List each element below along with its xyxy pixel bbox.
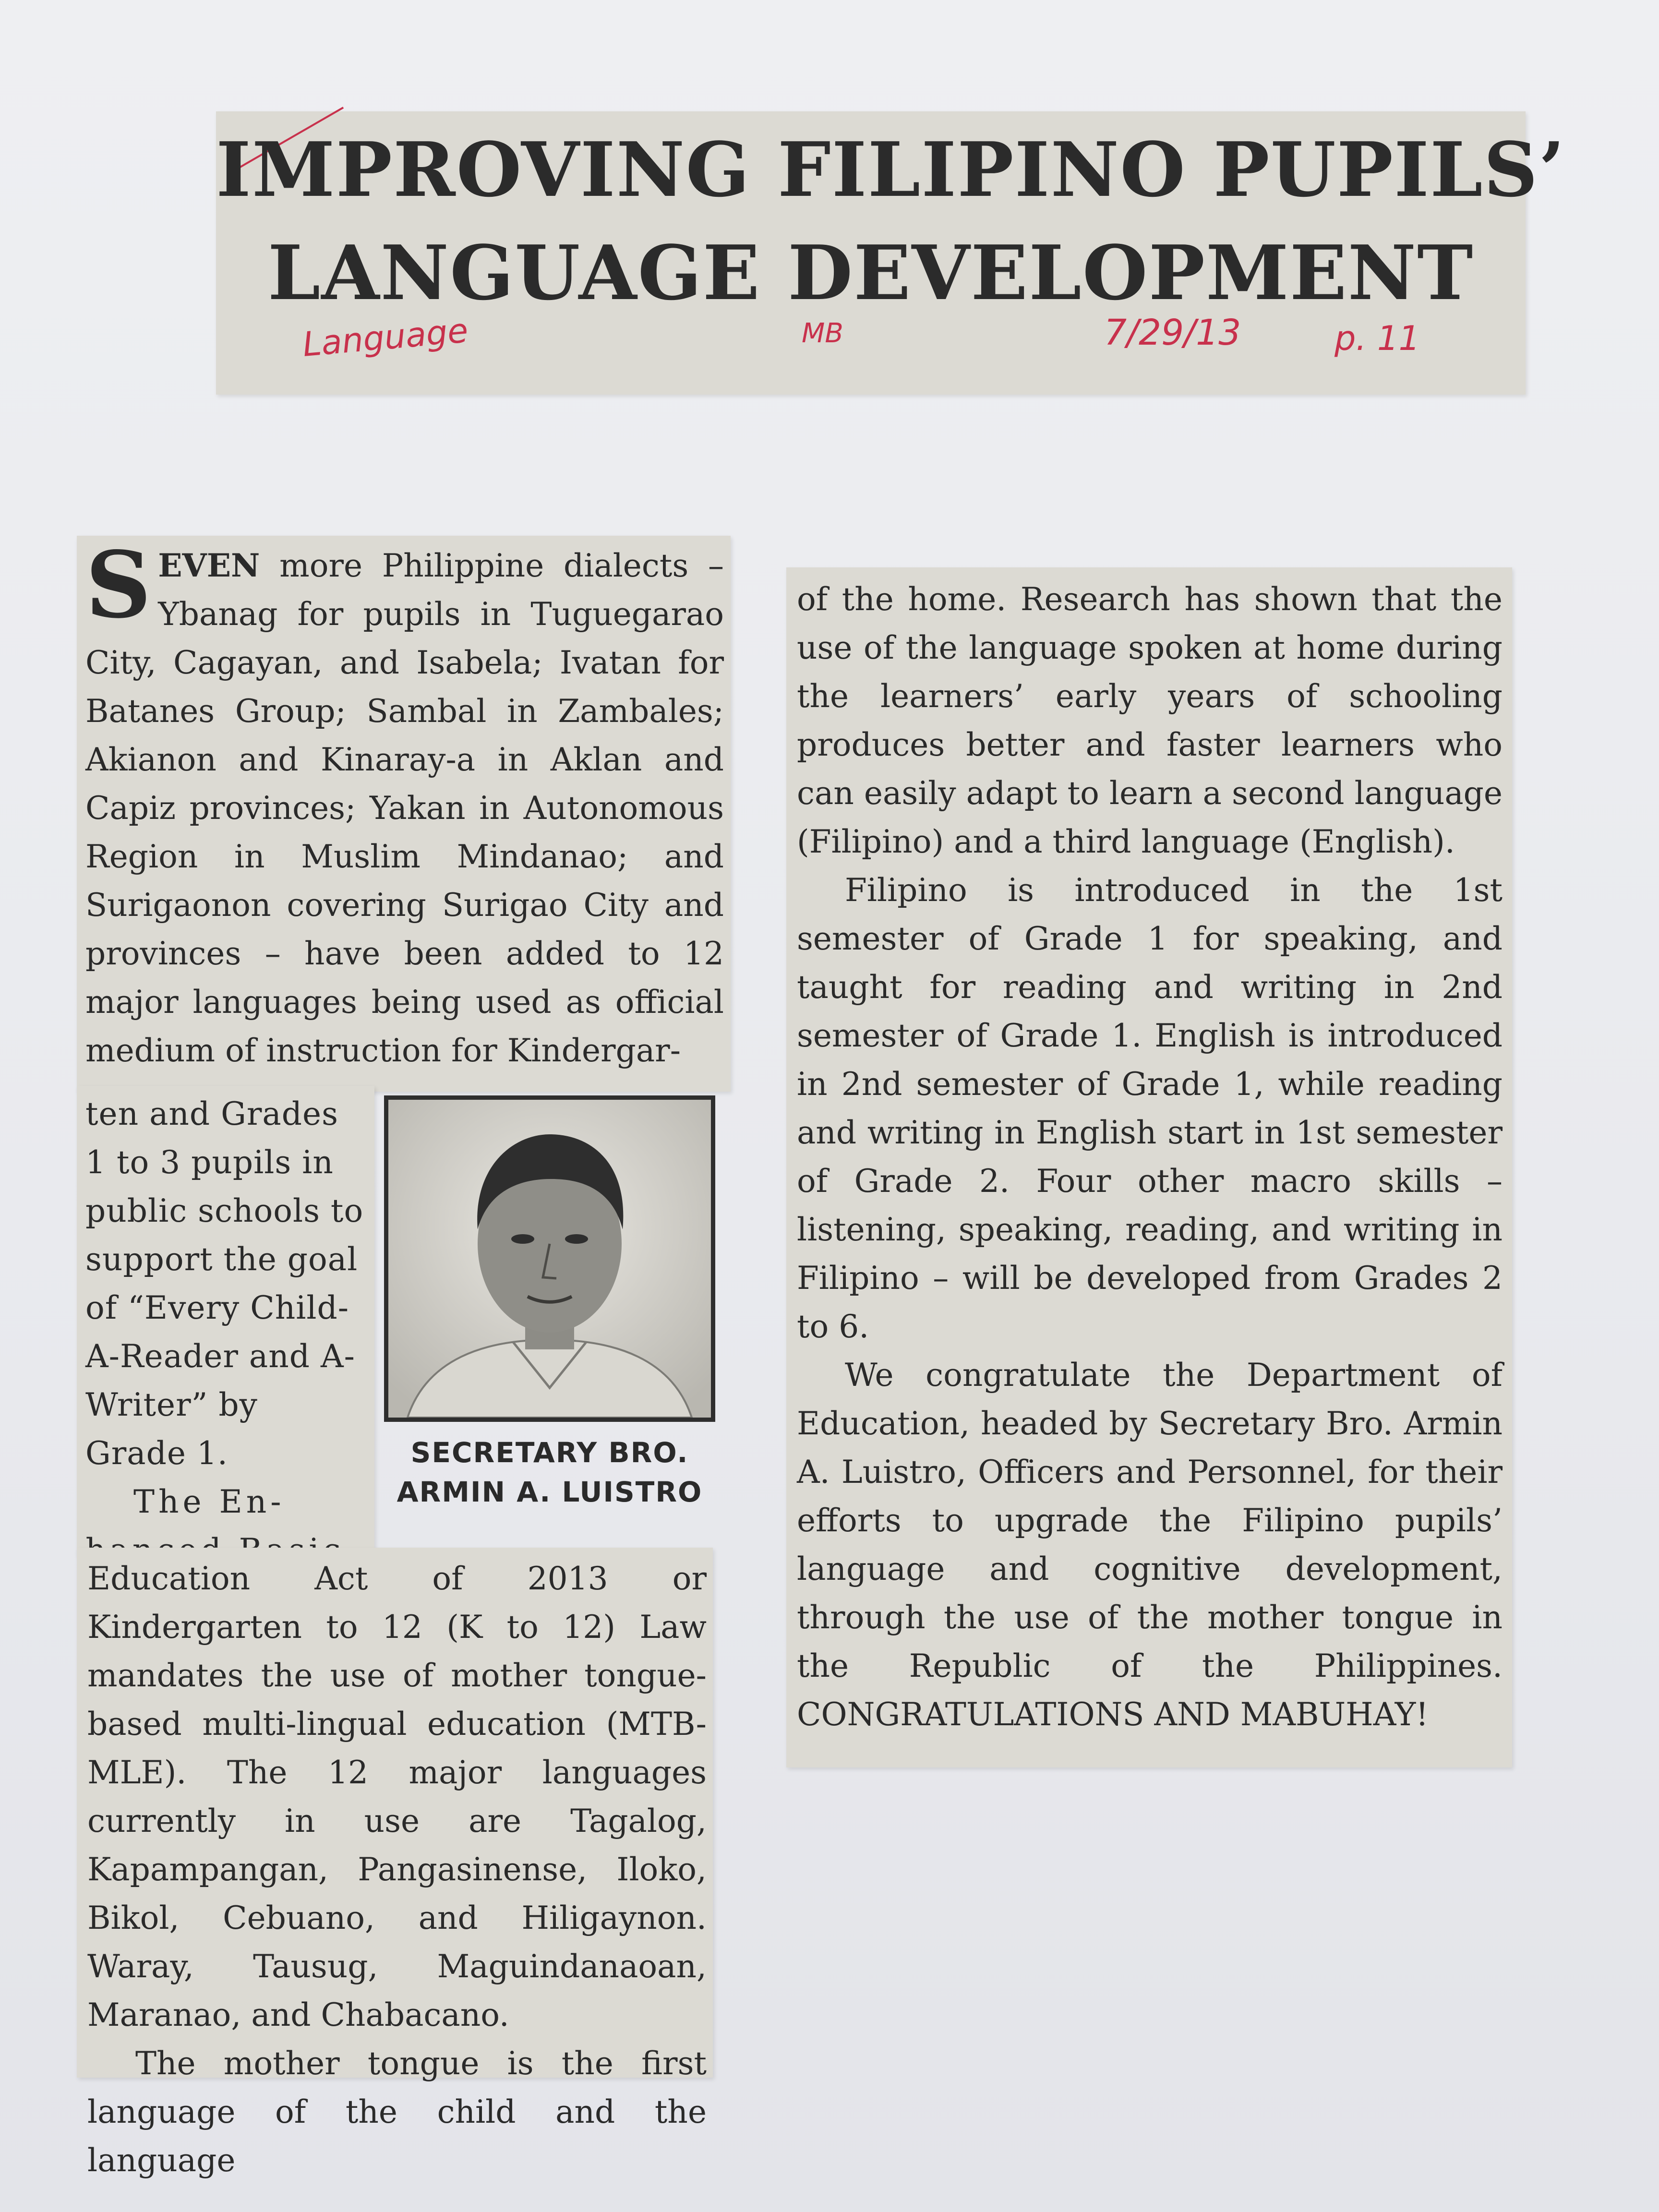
photo-caption	[379, 1433, 720, 1512]
handwritten-topic-note: Language	[301, 311, 470, 364]
handwritten-page-note: p. 11	[1334, 319, 1420, 358]
paragraph-1	[85, 531, 724, 1075]
headline-line-1: IMPROVING FILIPINO PUPILS’	[216, 126, 1566, 214]
article-left-middle-clipping	[77, 1086, 374, 1556]
paragraph-2-text: Education Act of 2013 or Kindergarten to 12 (K to 12) Law mandates the use of mother tongue-based multi-lingual education (MTB-MLE). The 12 major languages currently in use are Tagalog, Kapampangan, Pangasinense, Iloko, Bikol, Cebuano, and Hiligaynon. Waray, Tausug, Maguindanaoan, Maranao, and Chabacano.	[87, 1560, 707, 2033]
article-left-top-clipping	[77, 531, 731, 1092]
photo-caption-line-1: SECRETARY BRO.	[410, 1436, 689, 1469]
paragraph-2-start: The En-	[133, 1483, 285, 1520]
headline-line-2: LANGUAGE DEVELOPMENT	[267, 229, 1474, 317]
paragraph-1-text: more Philippine dialects – Ybanag for pupils in Tuguegarao City, Cagayan, and Isabela; Ivatan for Batanes Group; Sambal in Zambales; Akianon and Kinaray-a in Aklan and Capiz provinces; Yakan in Autonomous Region in Muslim Mindanao; and Surigaonon covering Surigao City and provinces – have been added to 12 major languages being used as official medium of instruction for Kindergar-	[85, 547, 724, 1069]
handwritten-source-note: MB	[802, 318, 843, 349]
handwritten-date-note: 7/29/13	[1104, 312, 1241, 353]
paragraph-4: Filipino is introduced in the 1st semester of Grade 1 for speaking, and taught for reading and writing in 2nd semester of Grade 1. English is introduced in 2nd semester of Grade 1, while reading and writing in English start in 1st semester of Grade 2. Four other macro skills – listening, speaking, reading, and writing in Filipino – will be developed from Grades 2 to 6.	[797, 872, 1503, 1345]
article-left-bottom-clipping	[77, 1548, 713, 2179]
portrait-photo	[384, 1095, 715, 1422]
paragraph-3-start: The mother tongue is the first language of the child and the language	[87, 2045, 707, 2179]
portrait-icon	[388, 1100, 711, 1418]
paragraph-5: We congratulate the Department of Education, headed by Secretary Bro. Armin A. Luistro, Officers and Personnel, for their efforts to upgrade the Filipino pupils’ language and cognitive development, through the use of the mother tongue in the Republic of the Philippines. CONGRATULATIONS AND MABUHAY!	[797, 1357, 1503, 1733]
drop-cap: S	[85, 531, 152, 638]
photo-caption-line-2: ARMIN A. LUISTRO	[397, 1476, 703, 1508]
article-right-column-clipping	[786, 567, 1512, 1767]
headline-clipping	[216, 111, 1566, 395]
paragraph-3-continued: of the home. Research has shown that the use of the language spoken at home during the learners’ early years of schooling produces better and faster learners who can easily adapt to learn a second language (Filipino) and a third language (English).	[797, 581, 1503, 860]
lead-word: EVEN	[158, 547, 260, 584]
paragraph-1-continued: ten and Grades 1 to 3 pupils in public schools to support the goal of “Every Child-A-Reader and A-Writer” by Grade 1.	[85, 1095, 364, 1472]
